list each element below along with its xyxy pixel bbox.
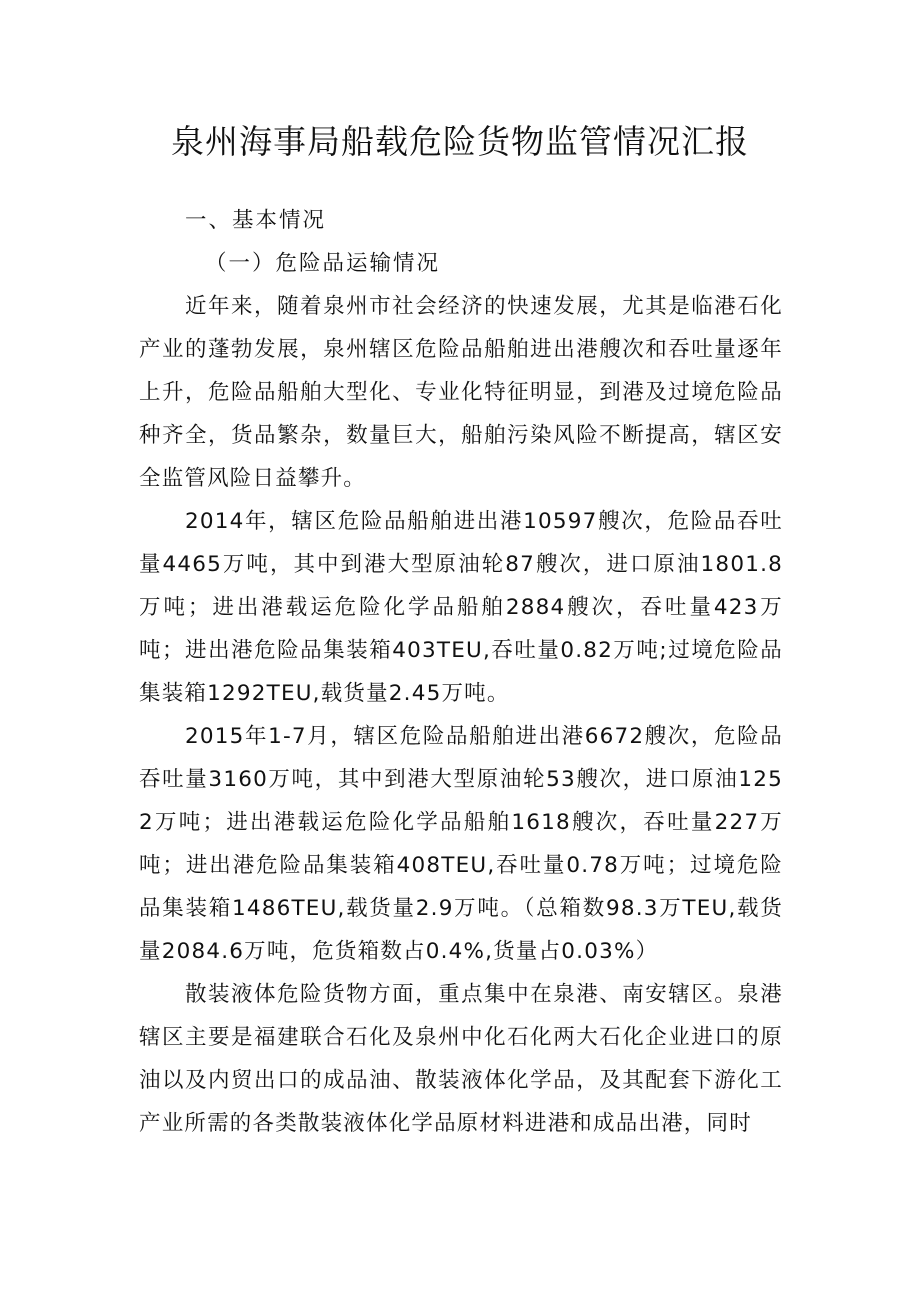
section-heading: 一、基本情况	[185, 208, 327, 233]
paragraph-2015-statistics: 2015年1-7月，辖区危险品船舶进出港6672艘次，危险品吞吐量3160万吨，其中到港大型原油轮53艘次，进口原油1252万吨；进出港载运危险化学品船舶1618艘次，吞吐量227万吨；进出港危险品集装箱408TEU,吞吐量0.78万吨；过境危险品集装箱1486TEU,载货量2.9万吨。（总箱数98.3万TEU,载货量2084.6万吨，危货箱数占0.4%,货量占0.03%）	[139, 724, 783, 964]
document-title: 泉州海事局船载危险货物监管情况汇报	[171, 122, 749, 161]
subsection-heading: （一）危险品运输情况	[205, 251, 441, 276]
document-body	[139, 199, 783, 1145]
paragraph-bulk-liquid-cargo: 散装液体危险货物方面，重点集中在泉港、南安辖区。泉港辖区主要是福建联合石化及泉州中化石化两大石化企业进口的原油以及内贸出口的成品油、散装液体化学品，及其配套下游化工产业所需的各类散装液体化学品原材料进港和成品出港，同时	[139, 982, 783, 1136]
paragraph-2014-statistics: 2014年，辖区危险品船舶进出港10597艘次，危险品吞吐量4465万吨，其中到港大型原油轮87艘次，进口原油1801.8万吨；进出港载运危险化学品船舶2884艘次，吞吐量423万吨；进出港危险品集装箱403TEU,吞吐量0.82万吨;过境危险品集装箱1292TEU,载货量2.45万吨。	[139, 509, 783, 706]
paragraph-overview: 近年来，随着泉州市社会经济的快速发展，尤其是临港石化产业的蓬勃发展，泉州辖区危险品船舶进出港艘次和吞吐量逐年上升，危险品船舶大型化、专业化特征明显，到港及过境危险品种齐全，货品繁杂，数量巨大，船舶污染风险不断提高，辖区安全监管风险日益攀升。	[139, 294, 783, 491]
